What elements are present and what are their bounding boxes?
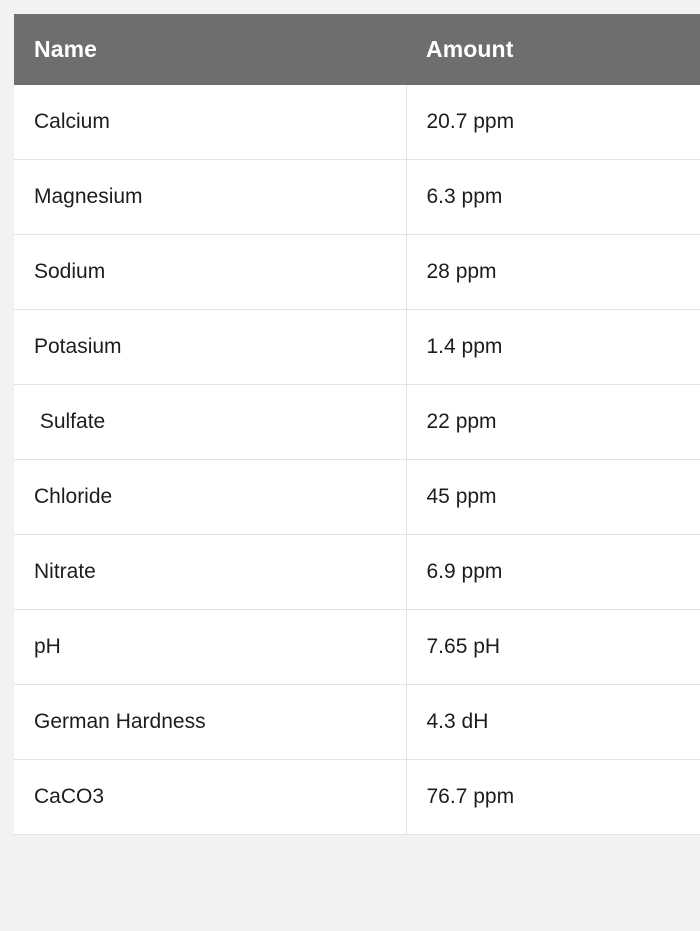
cell-name: Chloride — [14, 460, 406, 535]
cell-name: Magnesium — [14, 160, 406, 235]
cell-name: Nitrate — [14, 535, 406, 610]
table-row — [14, 85, 700, 160]
cell-name: pH — [14, 610, 406, 685]
water-composition-table — [14, 14, 700, 835]
cell-amount: 6.9 ppm — [406, 535, 700, 610]
cell-name: Sodium — [14, 235, 406, 310]
cell-amount: 4.3 dH — [406, 685, 700, 760]
table-header — [14, 14, 700, 85]
cell-name: Potasium — [14, 310, 406, 385]
table-row — [14, 760, 700, 835]
table-row — [14, 310, 700, 385]
cell-amount: 7.65 pH — [406, 610, 700, 685]
table-row — [14, 685, 700, 760]
cell-amount: 28 ppm — [406, 235, 700, 310]
table-header-row — [14, 14, 700, 85]
table-row — [14, 610, 700, 685]
cell-amount: 22 ppm — [406, 385, 700, 460]
cell-amount: 76.7 ppm — [406, 760, 700, 835]
cell-amount: 20.7 ppm — [406, 85, 700, 160]
cell-name: Calcium — [14, 85, 406, 160]
column-header-name: Name — [14, 14, 406, 85]
cell-amount: 45 ppm — [406, 460, 700, 535]
cell-name: German Hardness — [14, 685, 406, 760]
table-row — [14, 535, 700, 610]
cell-name: Sulfate — [14, 385, 406, 460]
table-body — [14, 85, 700, 835]
column-header-amount: Amount — [406, 14, 700, 85]
table-row — [14, 235, 700, 310]
table-row — [14, 385, 700, 460]
cell-amount: 1.4 ppm — [406, 310, 700, 385]
table-row — [14, 460, 700, 535]
table-row — [14, 160, 700, 235]
cell-name: CaCO3 — [14, 760, 406, 835]
cell-amount: 6.3 ppm — [406, 160, 700, 235]
